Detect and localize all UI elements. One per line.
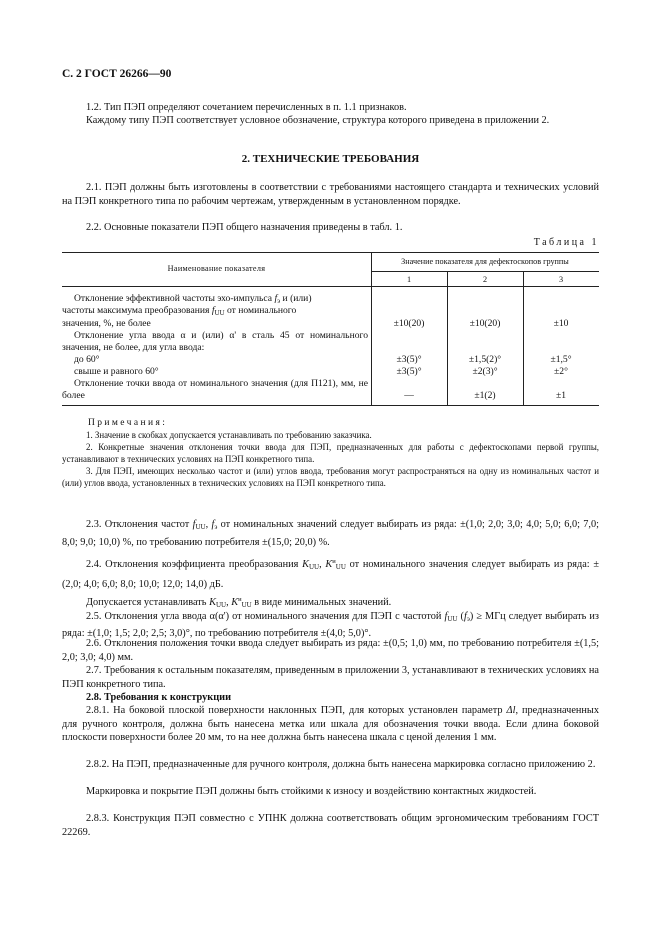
row1-val-1: ±10(20) <box>393 318 425 329</box>
row3-val-1: — <box>404 390 414 401</box>
paragraph-2-7: 2.7. Требования к остальным показателям, приведенным в приложении 3, устанавливают в технических условиях на ПЭП конкретного типа. <box>62 665 599 690</box>
row3-val-3: ±1 <box>555 390 567 401</box>
symbol-f2: f <box>211 305 215 316</box>
note-1: 1. Значение в скобках допускается устанавливать по требованию заказчика. <box>86 430 372 440</box>
paragraph-2-6: 2.6. Отклонения положения точки ввода следует выбирать из ряда: ±(0,5; 1,0) мм, по требованию потребителя ±(1,5; 2,0; 3,0; 4,0) мм. <box>62 638 599 663</box>
symbol-f-e-25: f <box>463 611 467 622</box>
paragraph-2-5: 2.5. Отклонения угла ввода α(α') от номинального значения для ПЭП с частотой $f_{UU}$ $(f_э)$ ≥ МГц следует выбирать из ряда: ±(1,0; 1,5; 2,0; 2,5; 3,0)°, по требованию потребителя ±(4,0; 5,0)°. <box>62 611 599 639</box>
table-vline-2 <box>447 271 448 405</box>
p2-4-a: 2.4. Отклонения коэффициента преобразования <box>86 559 299 570</box>
row1-text-d: от номинального <box>227 305 297 316</box>
table-bottom-line <box>62 405 599 406</box>
row1-text-a: Отклонение эффективной частоты эхо-импульса <box>74 293 273 304</box>
paragraph-allow: Допускается устанавливать $K_{UU}$, $K^и_{UU}$ в виде минимальных значений. <box>86 596 392 609</box>
page-header: С. 2 ГОСТ 26266—90 <box>62 68 172 80</box>
symbol-k-uu-2: K <box>325 559 333 570</box>
symbol-fe-sub: э <box>277 297 281 305</box>
p2-5-a: 2.5. Отклонения угла ввода α(α') от номинального значения для ПЭП с частотой <box>86 611 442 622</box>
row2-sub1-val-2: ±1,5(2)° <box>468 354 502 365</box>
symbol-k-allow-2: K <box>231 597 239 608</box>
symbol-k-allow-sub-2: UU <box>241 601 252 609</box>
header-group-3: 3 <box>558 275 564 284</box>
row1-text-b: и (или) <box>282 293 312 304</box>
symbol-uu-sub-2: UU <box>195 523 206 531</box>
note-2: 2. Конкретные значения отклонения точки ввода для ПЭП, предназначенных для работы с дефектоскопами первой группы, устанавливают в технических условиях на ПЭП конкретного типа. <box>62 442 599 464</box>
row1-val-2: ±10(20) <box>469 318 501 329</box>
table-head-bottom <box>62 286 599 287</box>
paragraph-2-2: 2.2. Основные показатели ПЭП общего назначения приведены в табл. 1. <box>86 222 403 233</box>
table-top-line <box>62 252 599 253</box>
p2-5-b: ≥ МГц следует выбирать из ряда: ±(1,0; 1,5; 2,0; 2,5; 3,0)°, по требованию потребителя ±(4,0; 5,0)°. <box>62 611 599 639</box>
symbol-f: f <box>274 293 278 304</box>
row1-text-c: частоты максимума преобразования <box>62 305 210 316</box>
row3-text: Отклонение точки ввода от номинального значения (для П121), мм, не более <box>62 378 368 401</box>
paragraph-1-2: 1.2. Тип ПЭП определяют сочетанием перечисленных в п. 1.1 признаков. <box>86 102 407 113</box>
section-title: 2. ТЕХНИЧЕСКИЕ ТРЕБОВАНИЯ <box>241 153 420 165</box>
table-vline-3 <box>523 271 524 405</box>
p2-8-1-a: 2.8.1. На боковой плоской поверхности наклонных ПЭП, для которых установлен параметр <box>86 705 503 716</box>
paragraph-2-8: 2.8. Требования к конструкции <box>86 692 232 703</box>
symbol-f-uu-25: f <box>444 611 448 622</box>
symbol-k-uu: K <box>302 559 309 570</box>
header-group-2: 2 <box>482 275 488 284</box>
row1-val-3: ±10 <box>553 318 569 329</box>
header-name: Наименование показателя <box>167 264 266 273</box>
symbol-k-uu-sub: UU <box>308 563 320 571</box>
row2-sub2: свыше и равного 60° <box>74 366 159 377</box>
table-mid-line <box>371 271 599 272</box>
row2-sub1: до 60° <box>74 354 100 365</box>
p2-8-1-b: , предназначенных для ручного контроля, должна быть нанесена метка или шкала для обозначения точки ввода. Если длина боковой плоскости поверхности более 20 мм, то на нее должна быть нанесена шкала с ценой деления 1 мм. <box>62 705 600 744</box>
p2-3-a: 2.3. Отклонения частот <box>86 519 190 530</box>
symbol-k-allow-sup: и <box>238 596 242 603</box>
paragraph-2-8-3: 2.8.3. Конструкция ПЭП совместно с УПНК должна соответствовать общим эргономическим требованиям ГОСТ 22269. <box>62 813 599 838</box>
allow-b: в виде минимальных значений. <box>254 597 392 608</box>
allow-a: Допускается устанавливать <box>86 597 207 608</box>
row2-sub1-val-3: ±1,5° <box>550 354 572 365</box>
symbol-delta-l: Δl <box>506 705 516 716</box>
row2-sub2-val-2: ±2(3)° <box>472 366 498 377</box>
paragraph-2-8-2: 2.8.2. На ПЭП, предназначенные для ручного контроля, должна быть нанесена маркировка согласно приложению 2. <box>86 759 596 770</box>
p2-3-b: от номинальных значений следует выбирать из ряда: ±(1,0; 2,0; 3,0; 4,0; 5,0; 6,0; 7,0; 8,0; 9,0; 10,0) %, по требованию потребителя ±(15,0; 20,0) %. <box>62 519 600 548</box>
note-3: 3. Для ПЭП, имеющих несколько частот и (или) углов ввода, требования могут распространяться на одну из номинальных частот и (или) углов ввода, установленных в технических условиях на ПЭП конкретного типа. <box>62 466 599 488</box>
symbol-e-sub-2: э <box>214 523 218 531</box>
symbol-f-e: f <box>211 519 215 530</box>
notes-title: Примечания: <box>88 418 168 428</box>
symbol-e-sub-25: э <box>466 615 470 623</box>
paragraph-1-2-cont: Каждому типу ПЭП соответствует условное обозначение, структура которого приведена в приложении 2. <box>86 115 550 126</box>
symbol-uu-sub: UU <box>214 309 225 317</box>
paragraph-2-8-2b: Маркировка и покрытие ПЭП должны быть стойкими к износу и воздействию контактных жидкостей. <box>86 786 537 797</box>
row2-text: Отклонение угла ввода α и (или) α' в сталь 45 от номинального значения, не более, для угла ввода: <box>62 330 368 353</box>
symbol-k-allow: K <box>209 597 216 608</box>
row2-sub2-val-3: ±2° <box>554 366 568 377</box>
header-value: Значение показателя для дефектоскопов группы <box>401 257 569 266</box>
header-group-1: 1 <box>406 275 412 284</box>
paragraph-2-8-1 <box>62 704 599 745</box>
paragraph-2-3: 2.3. Отклонения частот $f_{UU}$, $f_э$ от номинальных значений следует выбирать из ряда: ±(1,0; 2,0; 3,0; 4,0; 5,0; 6,0; 7,0; 8,0; 9,0; 10,0) %, по требованию потребителя ±(15,0; 20,0) %. <box>62 519 600 548</box>
symbol-k-sup: и <box>332 558 336 565</box>
row2-sub2-val-1: ±3(5)° <box>396 366 422 377</box>
p2-4-b: от номинального значения следует выбирать из ряда: ±(2,0; 4,0; 6,0; 8,0; 10,0; 12,0; 14,0) дБ. <box>62 559 600 590</box>
paragraph-2-1: 2.1. ПЭП должны быть изготовлены в соответствии с требованиями настоящего стандарта и технических условий на ПЭП конкретного типа по рабочим чертежам, утвержденным в установленном порядке. <box>62 182 599 207</box>
table-caption: Таблица 1 <box>533 237 599 248</box>
row3-val-2: ±1(2) <box>474 390 496 401</box>
row1-text-e: значения, %, не более <box>62 318 151 329</box>
symbol-uu-sub-25: UU <box>447 615 458 623</box>
symbol-f-uu: f <box>192 519 196 530</box>
symbol-k-allow-sub: UU <box>215 601 227 609</box>
symbol-k-sub-2: UU <box>335 563 346 571</box>
row2-sub1-val-1: ±3(5)° <box>396 354 422 365</box>
paragraph-2-4: 2.4. Отклонения коэффициента преобразования $K_{UU}$, $K^и_{UU}$ от номинального значения следует выбирать из ряда: ±(2,0; 4,0; 6,0; 8,0; 10,0; 12,0; 14,0) дБ. <box>62 558 600 590</box>
